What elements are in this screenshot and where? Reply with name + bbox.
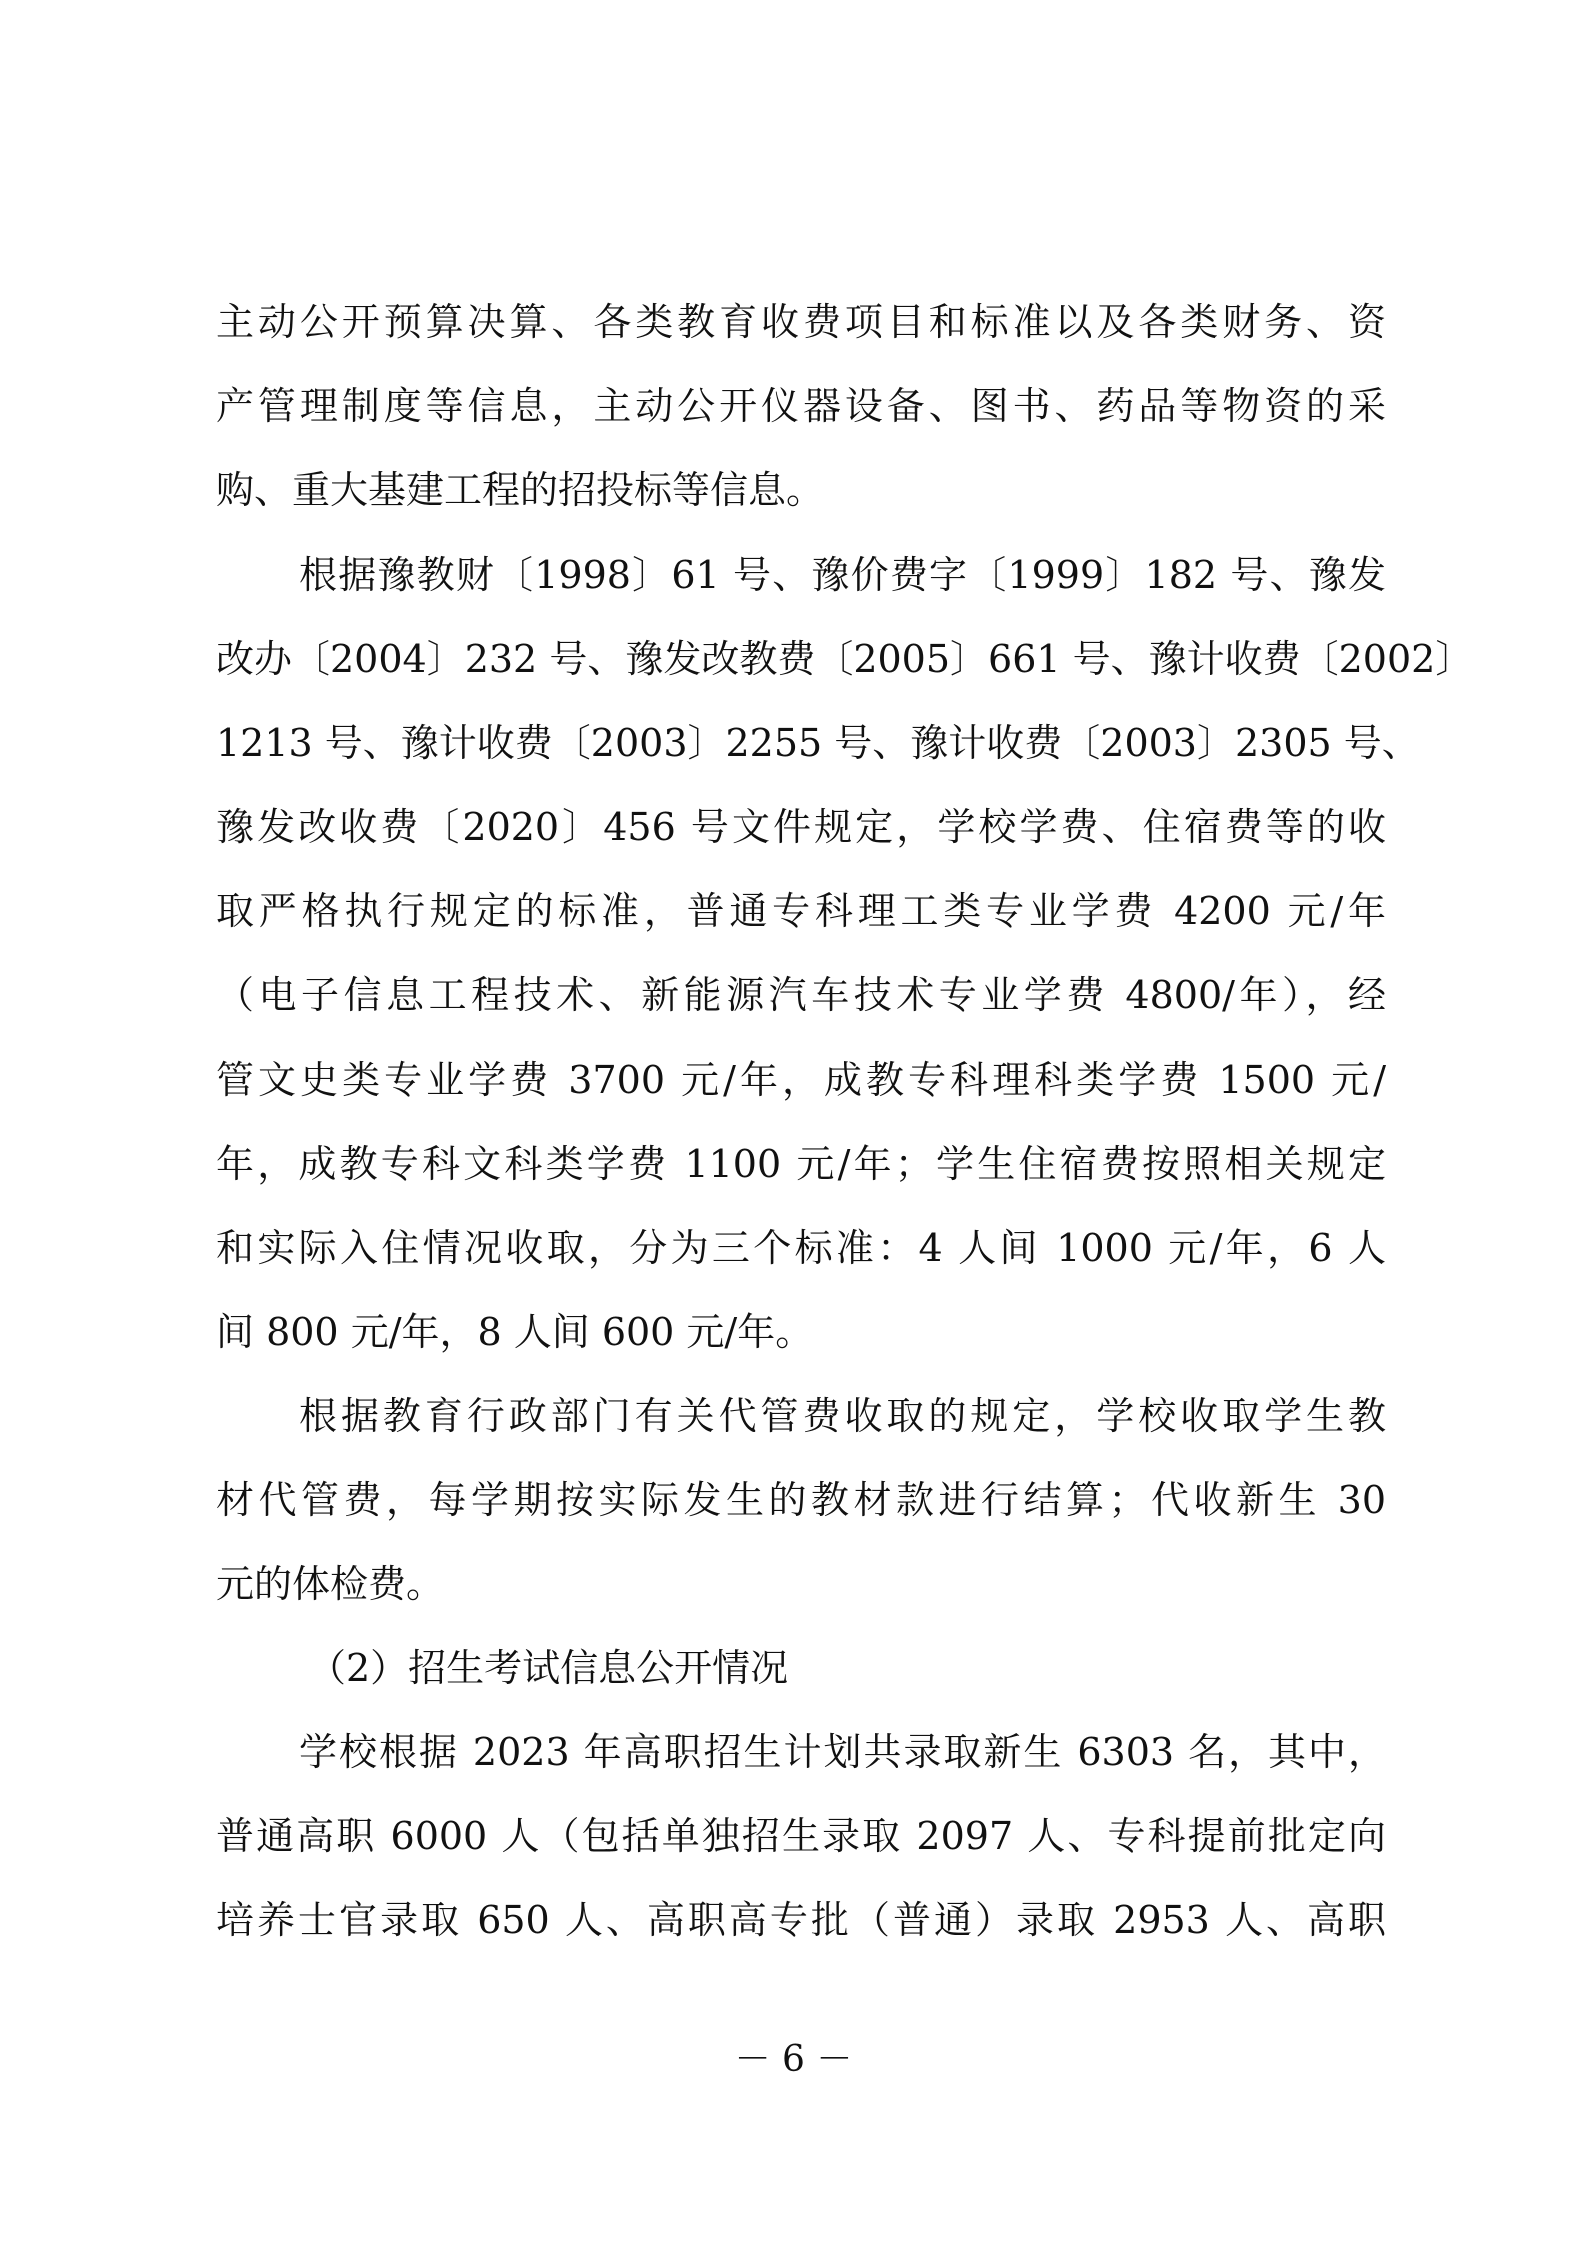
paragraph-4-line-2: 普通高职 6000 人（包括单独招生录取 2097 人、专科提前批定向 [216,1814,1386,1858]
paragraph-3-line-2: 材代管费，每学期按实际发生的教材款进行结算；代收新生 30 [216,1478,1386,1522]
paragraph-3-line-3: 元的体检费。 [216,1562,445,1606]
paragraph-2-line-9: 和实际入住情况收取，分为三个标准：4 人间 1000 元/年，6 人 [216,1226,1386,1270]
paragraph-2-line-5: 取严格执行规定的标准，普通专科理工类专业学费 4200 元/年 [216,889,1386,933]
paragraph-1-line-2: 产管理制度等信息，主动公开仪器设备、图书、药品等物资的采 [216,384,1386,428]
paragraph-4-line-3: 培养士官录取 650 人、高职高专批（普通）录取 2953 人、高职 [216,1898,1386,1942]
paragraph-2-line-4: 豫发改收费〔2020〕456 号文件规定，学校学费、住宿费等的收 [216,805,1386,849]
paragraph-1-line-3: 购、重大基建工程的招投标等信息。 [216,468,825,512]
paragraph-2-line-8: 年，成教专科文科类学费 1100 元/年；学生住宿费按照相关规定 [216,1142,1386,1186]
page-number: － 6 － [734,2039,853,2080]
paragraph-1-line-1: 主动公开预算决算、各类教育收费项目和标准以及各类财务、资 [216,300,1386,344]
paragraph-2-line-7: 管文史类专业学费 3700 元/年，成教专科理科类学费 1500 元/ [216,1058,1386,1102]
paragraph-2-line-1: 根据豫教财〔1998〕61 号、豫价费字〔1999〕182 号、豫发 [299,553,1386,597]
paragraph-2-line-6: （电子信息工程技术、新能源汽车技术专业学费 4800/年），经 [216,973,1386,1017]
paragraph-4-line-1: 学校根据 2023 年高职招生计划共录取新生 6303 名，其中， [299,1730,1386,1774]
paragraph-2-line-10: 间 800 元/年，8 人间 600 元/年。 [216,1310,814,1354]
paragraph-2-line-2: 改办〔2004〕232 号、豫发改教费〔2005〕661 号、豫计收费〔2002〕 [216,637,1474,681]
section-heading: （2）招生考试信息公开情况 [308,1646,789,1690]
paragraph-2-line-3: 1213 号、豫计收费〔2003〕2255 号、豫计收费〔2003〕2305 号、 [216,721,1420,765]
paragraph-3-line-1: 根据教育行政部门有关代管费收取的规定，学校收取学生教 [299,1394,1386,1438]
